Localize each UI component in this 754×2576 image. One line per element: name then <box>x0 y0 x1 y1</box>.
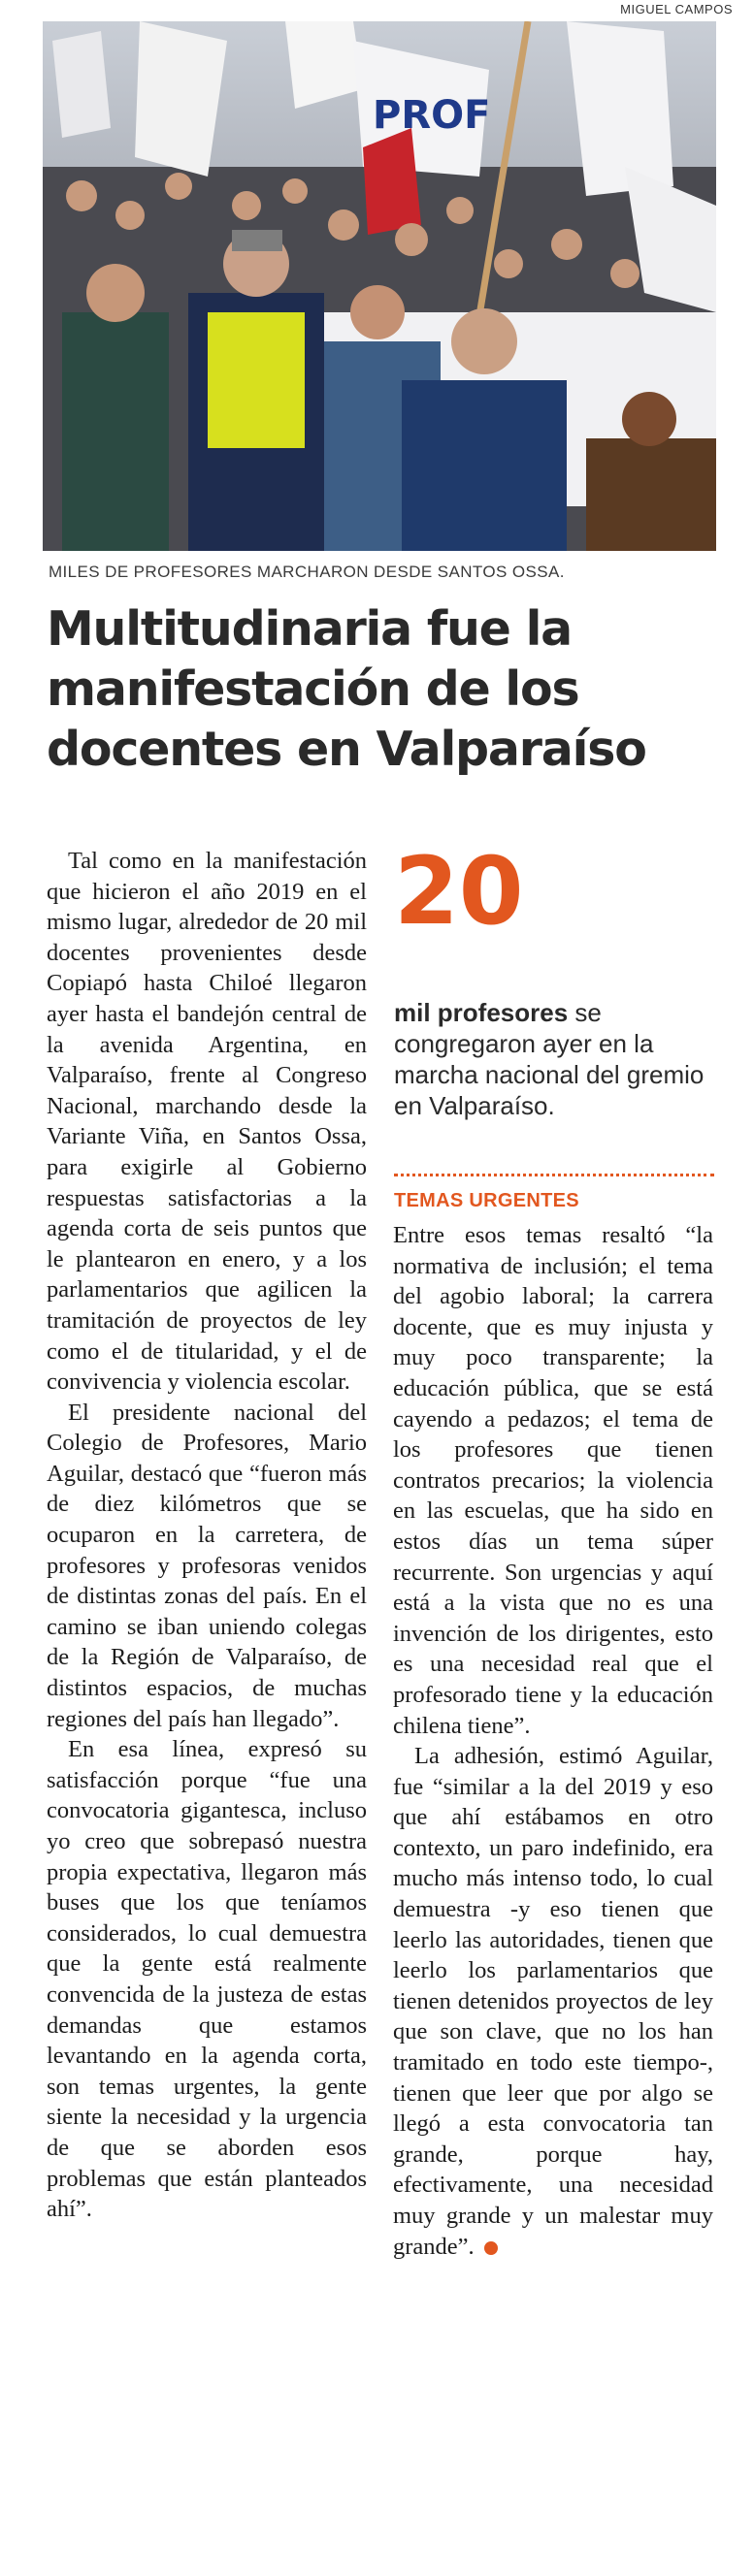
protest-photo <box>43 21 716 551</box>
article-right-column <box>393 1220 713 2262</box>
flag-text: PROF <box>373 93 491 138</box>
article-paragraph: En esa línea, expresó su satisfacción porque “fue una convocatoria gigantesca, incluso yo creo que sobrepasó nuestra propia expectativa, llegaron más buses que los que teníamos considerados, lo cual demuestra que la gente está realmente convencida de la justeza de estas demandas que estamos levantando en la agenda corta, son temas urgentes, la gente siente la necesidad y la urgencia de que se aborden esos problemas que están planteados ahí”. <box>47 1736 367 2223</box>
article-paragraph: Entre esos temas resaltó “la normativa de inclusión; el tema del agobio laboral; la carrera docente, que es muy injusta y muy poco transparente; la educación pública, que se está cayendo a pedazos; el tema de los profesores que tienen contratos precarios; la violencia en las escuelas, que ha sido en estos días un tema súper recurrente. Son urgencias y aquí está a la vista que no es una invención de los dirigentes, esto es una necesidad real que el profesorado tiene y la educación chilena tiene”. <box>393 1222 713 1739</box>
article-paragraph <box>393 1741 713 2262</box>
article-paragraph-text: La adhesión, estimó Aguilar, fue “similar a la del 2019 y eso que ahí estábamos en otro contexto, un paro indefinido, era mucho más intenso todo, lo cual demuestra -y eso tienen que leerlo las autoridades, tienen que leerlo los parlamentarios que tienen detenidos proyectos de ley que son clave, que no los han tramitado en todo este tiempo-, tienen que leer que por algo se llegó a esta convocatoria tan grande, porque hay, efectivamente, una necesidad muy grande y un malestar muy grande”. <box>393 1743 713 2260</box>
photo-caption: MILES DE PROFESORES MARCHARON DESDE SANTOS OSSA. <box>49 563 565 581</box>
article-left-column <box>47 846 367 2225</box>
end-of-article-icon <box>484 2241 498 2255</box>
stat-description <box>394 997 714 1121</box>
photo-credit: MIGUEL CAMPOS <box>620 2 733 16</box>
section-subhead: TEMAS URGENTES <box>394 1190 579 1211</box>
dotted-divider <box>394 1174 714 1176</box>
stat-number: 20 <box>394 837 524 946</box>
article-paragraph: Tal como en la manifestación que hicieron el año 2019 en el mismo lugar, alrededor de 20 mil docentes provenientes desde Copiapó hasta Chiloé llegaron ayer hasta el bandejón central de la avenida Argentina, en Valparaíso, frente al Congreso Nacional, marchando desde la Variante Viña, en Santos Ossa, para exigirle al Gobierno respuestas satisfactorias a la agenda corta de seis puntos que le plantearon en enero, y a los parlamentarios que agilicen la tramitación de proyectos de ley como el de titularidad, y el de convivencia y violencia escolar. <box>47 848 367 1396</box>
stat-rest-text: se congregaron ayer en la marcha nacional del gremio en Valparaíso. <box>394 998 705 1120</box>
stat-bold-text: mil profesores <box>394 998 569 1027</box>
article-paragraph: El presidente nacional del Colegio de Profesores, Mario Aguilar, destacó que “fueron más de diez kilómetros que se ocuparon en la carretera, de profesores y profesoras venidos de distintas zonas del país. En el camino se iban uniendo colegas de la Región de Valparaíso, de distintos espacios, de muchas regiones del país han llegado”. <box>47 1399 367 1732</box>
protest-photo-illustration <box>43 21 716 551</box>
article-headline: Multitudinaria fue la manifestación de los docentes en Valparaíso <box>47 601 646 777</box>
